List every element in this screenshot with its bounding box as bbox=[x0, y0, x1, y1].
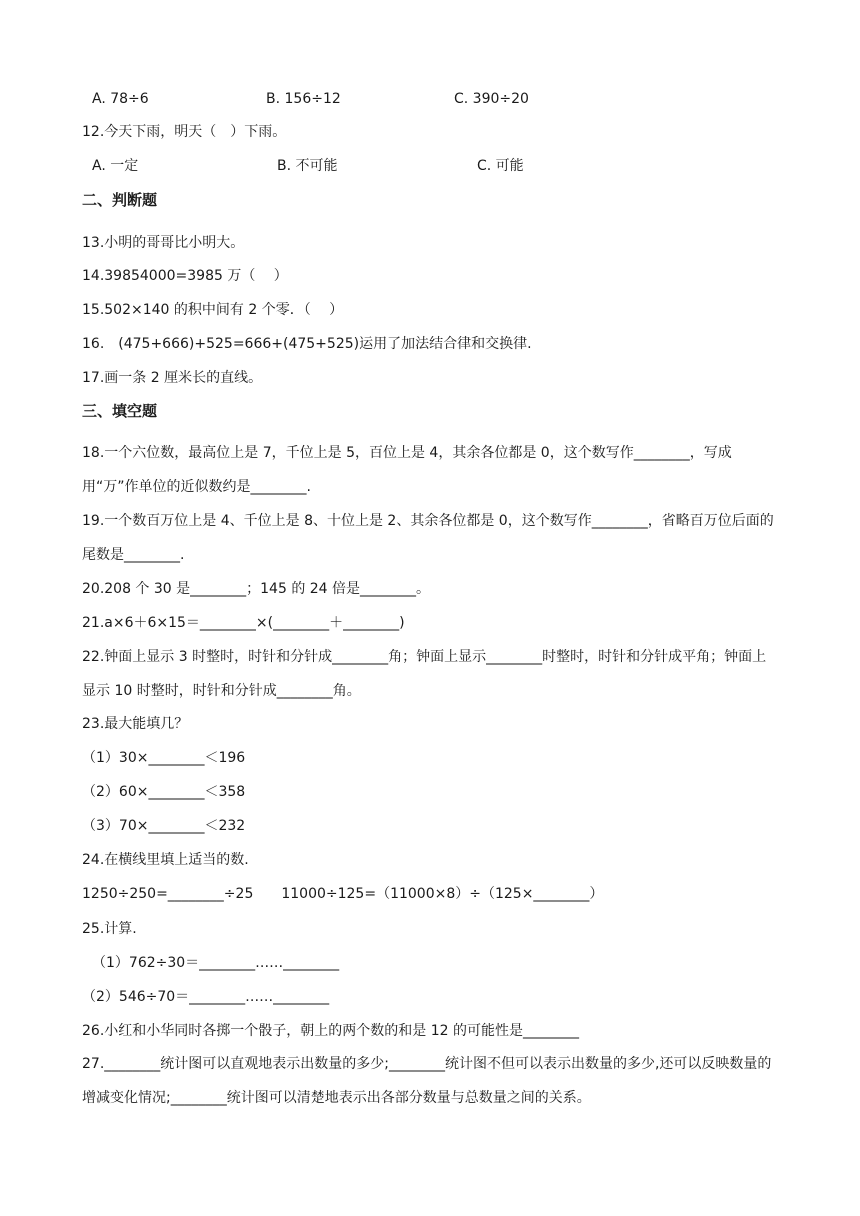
q11-option-c: C. 390÷20 bbox=[454, 91, 529, 107]
q23-item-3: （3）70×________＜232 bbox=[82, 818, 246, 834]
q17: 17.画一条 2 厘米长的直线。 bbox=[82, 370, 263, 386]
q27: 27.________统计图可以直观地表示出数量的多少;________统计图不但可以表示出数量的多少,还可以反映数量的增减变化情况;________统计图可以清楚地表示出各部分数量与总数量之间的关系。 bbox=[82, 1056, 772, 1106]
q11-option-b: B. 156÷12 bbox=[266, 91, 341, 107]
q22: 22.钟面上显示 3 时整时，时针和分针成________角；钟面上显示________时整时，时针和分针成平角；钟面上显示 10 时整时，时针和分针成________角。 bbox=[82, 649, 767, 699]
q23-stem: 23.最大能填几？ bbox=[82, 716, 189, 732]
q11-options bbox=[0, 89, 860, 109]
q25-stem: 25.计算. bbox=[82, 921, 137, 937]
q26: 26.小红和小华同时各掷一个骰子，朝上的两个数的和是 12 的可能性是________ bbox=[82, 1023, 579, 1039]
q19: 19.一个数百万位上是 4、千位上是 8、十位上是 2、其余各位都是 0，这个数写作________，省略百万位后面的尾数是________. bbox=[82, 513, 774, 563]
q21: 21.a×6＋6×15＝________×(________＋________) bbox=[82, 615, 405, 631]
q13: 13.小明的哥哥比小明大。 bbox=[82, 235, 245, 251]
q12-option-c: C. 可能 bbox=[477, 158, 524, 174]
q20: 20.208 个 30 是________；145 的 24 倍是________。 bbox=[82, 581, 431, 597]
q12-options bbox=[0, 156, 860, 176]
q24-stem: 24.在横线里填上适当的数. bbox=[82, 852, 249, 868]
q16: 16. (475+666)+525=666+(475+525)运用了加法结合律和交换律. bbox=[82, 336, 532, 352]
q12-option-b: B. 不可能 bbox=[277, 158, 338, 174]
q18: 18.一个六位数，最高位上是 7，千位上是 5，百位上是 4，其余各位都是 0，这个数写作________，写成用“万”作单位的近似数约是________. bbox=[82, 445, 732, 495]
q12-stem: 12.今天下雨，明天（ ）下雨。 bbox=[82, 124, 287, 140]
q23-item-2: （2）60×________＜358 bbox=[82, 784, 246, 800]
q25-item-2: （2）546÷70＝________……________ bbox=[82, 989, 330, 1005]
q14: 14.39854000=3985 万（ ） bbox=[82, 268, 288, 284]
q24-line: 1250÷250=________÷25 11000÷125=（11000×8）÷（125×________） bbox=[82, 886, 604, 902]
q25-item-1: （1）762÷30＝________……________ bbox=[92, 955, 340, 971]
q12-option-a: A. 一定 bbox=[92, 158, 139, 174]
q23-item-1: （1）30×________＜196 bbox=[82, 750, 246, 766]
q11-option-a: A. 78÷6 bbox=[92, 91, 149, 107]
q15: 15.502×140 的积中间有 2 个零．（ ） bbox=[82, 302, 344, 318]
section-3-title: 三、填空题 bbox=[82, 402, 158, 420]
section-2-title: 二、判断题 bbox=[82, 191, 158, 209]
